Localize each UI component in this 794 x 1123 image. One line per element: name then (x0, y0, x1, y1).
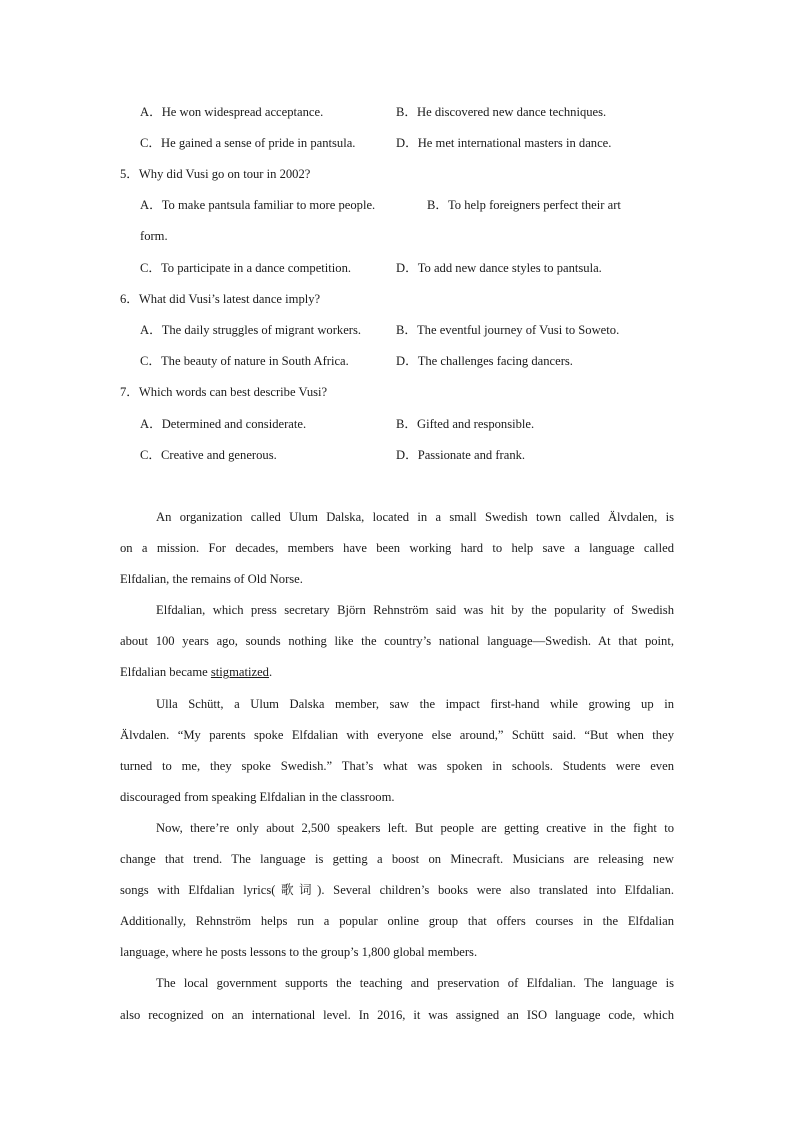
paragraph-line: Ulla Schütt, a Ulum Dalska member, saw the impact first-hand while growing up in (156, 696, 674, 711)
q5-option-b-continued: form. (140, 229, 168, 243)
paragraph-text: Elfdalian became (120, 665, 211, 680)
paragraph-2 (120, 595, 674, 688)
reading-passage (120, 502, 674, 1031)
q7-option-a: A．Determined and considerate. (140, 417, 307, 431)
q5-option-c: C．To participate in a dance competition. (140, 261, 352, 275)
underlined-word: stigmatized (210, 665, 269, 680)
paragraph-line: about 100 years ago, sounds nothing like the country’s national language—Swedish. At that point, (120, 634, 674, 649)
paragraph-text: . (268, 665, 273, 680)
paragraph-line: language, where he posts lessons to the group’s 1,800 global members. (120, 945, 478, 960)
paragraph-1 (120, 502, 674, 595)
paragraph-line: Elfdalian, the remains of Old Norse. (120, 572, 303, 587)
paragraph-line: also recognized on an international level. In 2016, it was assigned an ISO language code, which (120, 1007, 674, 1022)
paragraph-5 (120, 968, 674, 1030)
q7-stem: 7．Which words can best describe Vusi? (120, 385, 328, 399)
q4-option-d: D．He met international masters in dance. (396, 136, 612, 150)
q7-option-b: B．Gifted and responsible. (396, 417, 535, 431)
paragraph-line: The local government supports the teaching and preservation of Elfdalian. The language is (156, 976, 674, 991)
paragraph-line: Elfdalian, which press secretary Björn Rehnström said was hit by the popularity of Swedish (156, 603, 674, 618)
q6-option-d: D．The challenges facing dancers. (396, 354, 573, 368)
paragraph-3 (120, 689, 674, 813)
q4-option-b: B．He discovered new dance techniques. (396, 105, 607, 119)
paragraph-4 (120, 813, 674, 968)
q5-option-b: B．To help foreigners perfect their art (427, 198, 621, 212)
paragraph-line: An organization called Ulum Dalska, located in a small Swedish town called Älvdalen, is (156, 510, 674, 524)
q6-stem: 6．What did Vusi’s latest dance imply? (120, 292, 321, 306)
q6-option-a: A．The daily struggles of migrant workers. (140, 323, 362, 337)
paragraph-line: Additionally, Rehnström helps run a popular online group that offers courses in the Elfdalian (120, 914, 674, 929)
q4-option-a: A．He won widespread acceptance. (140, 105, 324, 119)
q7-option-c: C．Creative and generous. (140, 448, 277, 462)
q6-option-b: B．The eventful journey of Vusi to Soweto. (396, 323, 620, 337)
q5-option-d: D．To add new dance styles to pantsula. (396, 261, 602, 275)
paragraph-line: Älvdalen. “My parents spoke Elfdalian with everyone else around,” Schütt said. “But when they (120, 727, 674, 742)
paragraph-line: songs with Elfdalian lyrics(歌词). Several children’s books were also translated into Elfdalian. (120, 883, 674, 898)
paragraph-line: discouraged from speaking Elfdalian in the classroom. (120, 789, 395, 804)
paragraph-line (120, 657, 674, 688)
paragraph-line: Now, there’re only about 2,500 speakers left. But people are getting creative in the fight to (156, 820, 674, 835)
paragraph-line: change that trend. The language is getting a boost on Minecraft. Musicians are releasing new (120, 852, 674, 867)
paragraph-line: on a mission. For decades, members have been working hard to help save a language called (120, 541, 674, 556)
q5-stem: 5．Why did Vusi go on tour in 2002? (120, 167, 311, 181)
q5-option-a: A．To make pantsula familiar to more people. (140, 198, 376, 212)
paragraph-line: turned to me, they spoke Swedish.” That’s what was spoken in schools. Students were even (120, 758, 674, 773)
q7-option-d: D．Passionate and frank. (396, 448, 526, 462)
q6-option-c: C．The beauty of nature in South Africa. (140, 354, 349, 368)
q4-option-c: C．He gained a sense of pride in pantsula. (140, 136, 356, 150)
